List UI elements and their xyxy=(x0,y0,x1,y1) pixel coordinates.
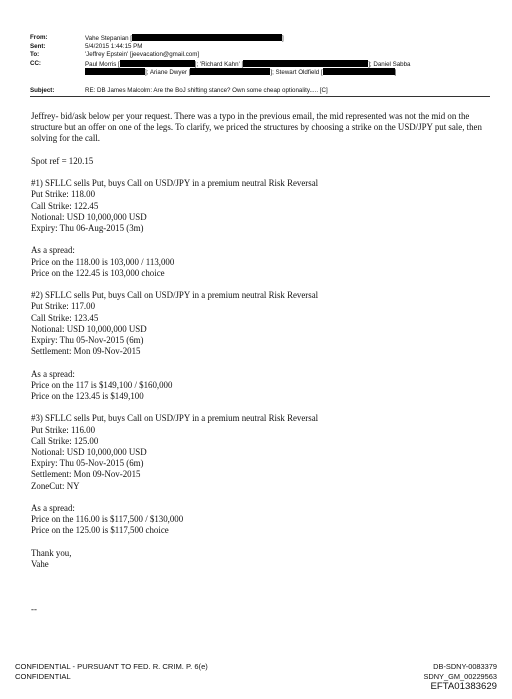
signature-name: Vahe xyxy=(31,559,49,569)
intro-paragraph: Jeffrey- bid/ask below per your request. There was a typo in the previous email, the mid represented was not the mid on the structure but an offer on one of the legs. To clarify, we priced the structures by choosing a strike on the USD/JPY put sale, then solving for the call. xyxy=(31,111,482,144)
structure-1-title: #1) SFLLC sells Put, buys Call on USD/JPY in a premium neutral Risk Reversal xyxy=(31,178,319,189)
email-header xyxy=(30,34,490,96)
from-label: From: xyxy=(30,34,48,41)
structure-1-call: Call Strike: 122.45 xyxy=(31,200,99,211)
structure-1-spread-label: As a spread: xyxy=(31,245,75,256)
structure-3-settlement: Settlement: Mon 09-Nov-2015 xyxy=(31,469,141,480)
structure-2-price-2: Price on the 123.45 is $149,100 xyxy=(31,391,144,401)
subject-value: RE: DB James Malcolm: Are the BoJ shifting stance? Own some cheap optionality..... [C] xyxy=(85,86,328,94)
closing-line: Thank you, xyxy=(31,547,72,558)
cc-name-4: ]; Ariane Dwyer [ xyxy=(145,69,191,77)
structure-1-price-1: Price on the 118.00 is 103,000 / 113,000 xyxy=(31,256,175,267)
footer-right xyxy=(423,662,497,692)
from-value: Vahe Stepanian [ ] xyxy=(85,35,284,42)
confidential-label: CONFIDENTIAL xyxy=(15,672,71,681)
spot-reference: Spot ref = 120.15 xyxy=(31,155,94,166)
cc-label: CC: xyxy=(30,59,41,67)
cc-name-2: ]; 'Richard Kahn' [ xyxy=(194,60,244,68)
sent-value: 5/4/2015 1:44:15 PM xyxy=(85,42,143,50)
to-row xyxy=(30,51,490,60)
subject-row xyxy=(30,87,490,96)
footer-left xyxy=(15,662,208,682)
structure-2-settlement: Settlement: Mon 09-Nov-2015 xyxy=(31,346,141,357)
structure-3-title: #3) SFLLC sells Put, buys Call on USD/JPY in a premium neutral Risk Reversal xyxy=(31,413,319,424)
structure-1-put: Put Strike: 118.00 xyxy=(31,189,96,200)
confidential-notice: CONFIDENTIAL - PURSUANT TO FED. R. CRIM. P. 6(e) xyxy=(15,662,208,671)
to-value: 'Jeffrey Epstein' [jeevacation@gmail.com] xyxy=(85,51,200,59)
structure-3-notional: Notional: USD 10,000,000 USD xyxy=(31,447,147,457)
cc-line-2: ]; Ariane Dwyer [ ]; Stewart Oldfield [ ] xyxy=(85,68,396,78)
sent-row xyxy=(30,43,490,52)
cc-name-3: ]; Daniel Sabba xyxy=(368,60,411,68)
structure-3-put: Put Strike: 116.00 xyxy=(31,424,96,435)
redaction-box xyxy=(132,34,282,41)
structure-3-call: Call Strike: 125.00 xyxy=(31,435,99,446)
cc-row-2 xyxy=(30,68,490,77)
redaction-box xyxy=(85,68,145,75)
redaction-box xyxy=(243,60,368,67)
cc-name-1: Paul Morris [ xyxy=(85,60,120,68)
structure-2-expiry: Expiry: Thu 05-Nov-2015 (6m) xyxy=(31,335,144,345)
from-row xyxy=(30,34,490,43)
structure-2-title: #2) SFLLC sells Put, buys Call on USD/JPY in a premium neutral Risk Reversal xyxy=(31,290,319,301)
header-divider xyxy=(30,96,490,97)
email-body xyxy=(31,111,491,615)
cc-row xyxy=(30,60,490,69)
bates-number-2: SDNY_GM_00229563 xyxy=(423,671,497,681)
structure-2-put: Put Strike: 117.00 xyxy=(31,301,96,312)
subject-label: Subject: xyxy=(30,86,55,94)
redaction-box xyxy=(323,68,395,75)
bates-number-3: EFTA01383629 xyxy=(430,681,497,693)
signature-separator: -- xyxy=(31,603,37,614)
structure-2-spread-label: As a spread: xyxy=(31,368,75,379)
structure-3-price-2: Price on the 125.00 is $117,500 choice xyxy=(31,525,169,536)
redaction-box xyxy=(190,68,270,75)
sent-label: Sent: xyxy=(30,42,46,50)
structure-3-price-1: Price on the 116.00 is $117,500 / $130,000 xyxy=(31,514,184,525)
bates-number-1: DB-SDNY-0083379 xyxy=(433,662,497,671)
structure-1-notional: Notional: USD 10,000,000 USD xyxy=(31,211,147,222)
from-name: Vahe Stepanian [ xyxy=(85,35,133,42)
to-label: To: xyxy=(30,51,40,59)
structure-3-zonecut: ZoneCut: NY xyxy=(31,480,80,491)
cc-name-5: ]; Stewart Oldfield [ xyxy=(270,69,323,77)
structure-2-call: Call Strike: 123.45 xyxy=(31,312,99,323)
structure-3-spread-label: As a spread: xyxy=(31,503,75,513)
structure-1-expiry: Expiry: Thu 06-Aug-2015 (3m) xyxy=(31,223,144,233)
structure-2-price-1: Price on the 117 is $149,100 / $160,000 xyxy=(31,379,173,390)
structure-3-expiry: Expiry: Thu 05-Nov-2015 (6m) xyxy=(31,458,144,469)
structure-1-price-2: Price on the 122.45 is 103,000 choice xyxy=(31,267,165,278)
structure-2-notional: Notional: USD 10,000,000 USD xyxy=(31,323,147,334)
redaction-box xyxy=(120,60,195,67)
